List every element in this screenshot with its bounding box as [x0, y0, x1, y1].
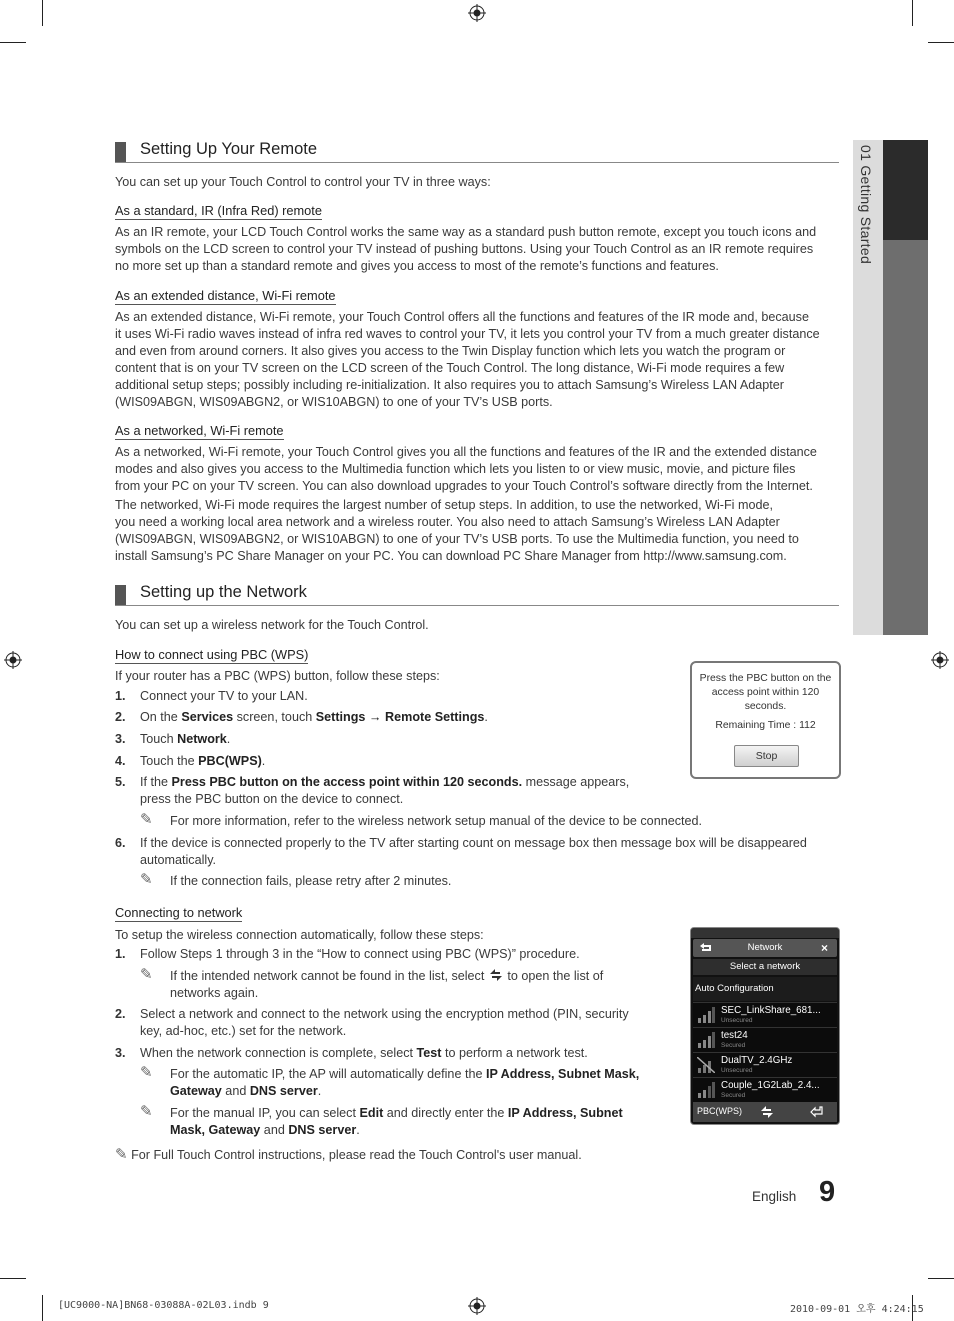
network-name: SEC_LinkShare_681... [721, 1005, 821, 1016]
stop-button[interactable]: Stop [734, 745, 799, 767]
registration-mark-icon [4, 651, 22, 669]
remaining-time: Remaining Time : 112 [715, 720, 816, 731]
step-number: 6. [115, 836, 126, 850]
step-number: 1. [115, 689, 126, 703]
enter-icon[interactable] [809, 1106, 823, 1118]
page-number: 9 [819, 1176, 836, 1208]
paragraph [115, 224, 840, 275]
step-number: 2. [115, 1007, 126, 1021]
text-line: As an extended distance, Wi-Fi remote, your Touch Control offers all the functions and features of the IR mode and, because [115, 310, 809, 324]
chapter-label: 01 Getting Started [858, 145, 874, 265]
crop-mark [0, 1278, 26, 1279]
print-slug-right: 2010-09-01 오후 4:24:15 [790, 1304, 924, 1315]
network-status: Secured [721, 1092, 746, 1099]
text-line: modes and also gives you access to the Multimedia function which lets you listen to or view music, movie, and picture files [115, 461, 796, 476]
step-text: Follow Steps 1 through 3 in the “How to connect using PBC (WPS)” procedure. [140, 947, 580, 961]
text-line: The networked, Wi-Fi mode requires the largest number of setup steps. In addition, to use the networked, Wi-Fi mode, [115, 498, 773, 512]
subheading: As an extended distance, Wi-Fi remote [115, 288, 336, 303]
text-line: symbols on the LCD screen to control your TV instead of pushing buttons. Using your Touch Control as an IR remote requires [115, 241, 814, 256]
step-number: 3. [115, 1046, 126, 1060]
side-tab-gray [883, 240, 928, 635]
paragraph [115, 309, 840, 410]
step-text: Touch Network. [140, 732, 231, 746]
note-text: For more information, refer to the wireless network setup manual of the device to be connected. [170, 814, 703, 828]
status-bar [691, 928, 839, 938]
network-list-item[interactable] [693, 1052, 837, 1077]
note-pencil-icon: ✎ [140, 1103, 153, 1120]
text-line: no more set up than a standard remote and gives you access to most of the remote’s functions and features. [115, 258, 719, 273]
paragraph: You can set up a wireless network for the Touch Control. [115, 618, 429, 632]
paragraph: If your router has a PBC (WPS) button, follow these steps: [115, 669, 440, 683]
paragraph [115, 497, 840, 565]
paragraph: You can set up your Touch Control to control your TV in three ways: [115, 175, 491, 189]
text-line: (WIS09ABGN, WIS09ABGN2, or WIS10ABGN) to one of your TV’s USB ports. To use the Multimedia function, you need to [115, 531, 799, 546]
subheading: As a networked, Wi-Fi remote [115, 423, 284, 438]
section-title: Setting Up Your Remote [140, 140, 318, 158]
text-line: from your PC on your TV screen. You can also download upgrades to your Touch Control’s software directly from the Internet. [115, 478, 813, 493]
step-text: If the Press PBC button on the access point within 120 seconds. message appears, press the PBC button on the device to connect. [140, 775, 630, 806]
section-title: Setting up the Network [140, 583, 307, 601]
wifi-signal-icon [697, 1082, 715, 1098]
paragraph [115, 444, 840, 495]
network-name: Couple_1G2Lab_2.4... [721, 1080, 820, 1091]
network-screen [690, 927, 840, 1125]
screen-bottom-bar [693, 1102, 837, 1122]
crop-mark [0, 42, 26, 43]
network-status: Unsecured [721, 1017, 753, 1024]
section-heading [115, 583, 839, 606]
screen-title: Network [747, 942, 783, 953]
note-pencil-icon: ✎ [140, 871, 153, 888]
wifi-signal-icon [697, 1007, 715, 1023]
auto-configuration-item[interactable]: Auto Configuration [693, 977, 837, 1001]
text-line: content that is on your TV screen on the LCD screen of the Touch Control. The long distance, Wi-Fi mode requires a few [115, 360, 785, 375]
note-text: If the connection fails, please retry after 2 minutes. [170, 874, 452, 888]
step-text: If the device is connected properly to the TV after starting count on message box then message box will be disappeared automatically. [140, 836, 807, 867]
network-list-item[interactable] [693, 1027, 837, 1052]
wifi-signal-icon [697, 1032, 715, 1048]
pbc-wps-button[interactable]: PBC(WPS) [697, 1106, 742, 1116]
subheading: How to connect using PBC (WPS) [115, 647, 309, 662]
paragraph: To setup the wireless connection automatically, follow these steps: [115, 928, 484, 942]
network-list-item[interactable] [693, 1077, 837, 1102]
subheading: As a standard, IR (Infra Red) remote [115, 203, 322, 218]
final-note [115, 1147, 582, 1164]
heading-bar [115, 142, 126, 162]
note-pencil-icon: ✎ [140, 1064, 153, 1081]
note-pencil-icon: ✎ [115, 1146, 128, 1163]
side-tab-dark [883, 140, 928, 240]
registration-mark-icon [468, 4, 486, 22]
note-text: For the automatic IP, the AP will automatically define the IP Address, Subnet Mask, Gateway and DNS server. [170, 1067, 640, 1098]
text-line: and even from around corners. It also gives you access to the Twin Display function which lets you watch the program or [115, 343, 786, 358]
pbc-dialog [690, 661, 841, 779]
dialog-message: Press the PBC button on the access point within 120 seconds. [699, 673, 832, 712]
refresh-icon[interactable] [759, 1105, 775, 1119]
note-text: For Full Touch Control instructions, please read the Touch Control's user manual. [131, 1148, 582, 1162]
subheading: Connecting to network [115, 905, 243, 920]
refresh-icon [488, 968, 504, 982]
text-line: As a networked, Wi-Fi remote, your Touch Control gives you all the functions and features of the IR and the extended distance [115, 445, 817, 459]
text-line: you need a working local area network and a wireless router. You also need to attach Samsung’s Wireless LAN Adapter [115, 514, 780, 529]
text-line: it uses Wi-Fi radio waves instead of infra red waves to control your TV, it lets you control your TV from a much greater distance [115, 326, 820, 341]
crop-mark [42, 0, 43, 26]
footer-language: English [752, 1189, 797, 1204]
note-text: If the intended network cannot be found in the list, select to open the list of networks again. [170, 969, 604, 1000]
text-line: additional setup steps; possibly including re-initialization. It also requires you to attach Samsung’s Wireless LAN Adapter [115, 377, 784, 392]
crop-mark [912, 0, 913, 26]
select-network-label: Select a network [693, 959, 837, 975]
crop-mark [42, 1295, 43, 1321]
step-text: On the Services screen, touch Settings → Remote Settings. [140, 710, 488, 724]
section-heading [115, 140, 839, 163]
note-text: For the manual IP, you can select Edit and directly enter the IP Address, Subnet Mask, Gateway and DNS server. [170, 1106, 623, 1137]
network-name: test24 [721, 1030, 748, 1041]
network-status: Secured [721, 1042, 746, 1049]
step-number: 2. [115, 710, 126, 724]
note-pencil-icon: ✎ [140, 811, 153, 828]
close-icon[interactable]: × [821, 941, 829, 955]
step-text: Select a network and connect to the network using the encryption method (PIN, security key, ad-hoc, etc.) set for the network. [140, 1007, 629, 1038]
screen-header [693, 939, 837, 957]
print-slug-left: [UC9000-NA]BN68-03088A-02L03.indb 9 [58, 1300, 269, 1311]
note-pencil-icon: ✎ [140, 966, 153, 983]
step-text: Touch the PBC(WPS). [140, 754, 266, 768]
wifi-disabled-icon [697, 1057, 715, 1073]
network-status: Unsecured [721, 1067, 753, 1074]
heading-bar [115, 585, 126, 605]
registration-mark-icon [931, 651, 949, 669]
text-line: (WIS09ABGN, WIS09ABGN2, or WIS10ABGN) to one of your TV’s USB ports. [115, 394, 553, 409]
step-text: Connect your TV to your LAN. [140, 689, 308, 703]
step-number: 5. [115, 775, 126, 789]
crop-mark [928, 1278, 954, 1279]
text-line: install Samsung’s PC Share Manager on your PC. You can download PC Share Manager from http://www.samsung.com. [115, 548, 787, 563]
step-number: 3. [115, 732, 126, 746]
step-number: 1. [115, 947, 126, 961]
step-number: 4. [115, 754, 126, 768]
network-name: DualTV_2.4GHz [721, 1055, 793, 1066]
step-text: When the network connection is complete, select Test to perform a network test. [140, 1046, 588, 1060]
registration-mark-icon [468, 1297, 486, 1315]
network-list-item[interactable] [693, 1002, 837, 1027]
crop-mark [928, 42, 954, 43]
text-line: As an IR remote, your LCD Touch Control works the same way as a standard push button remote, except you touch icons and [115, 225, 817, 239]
